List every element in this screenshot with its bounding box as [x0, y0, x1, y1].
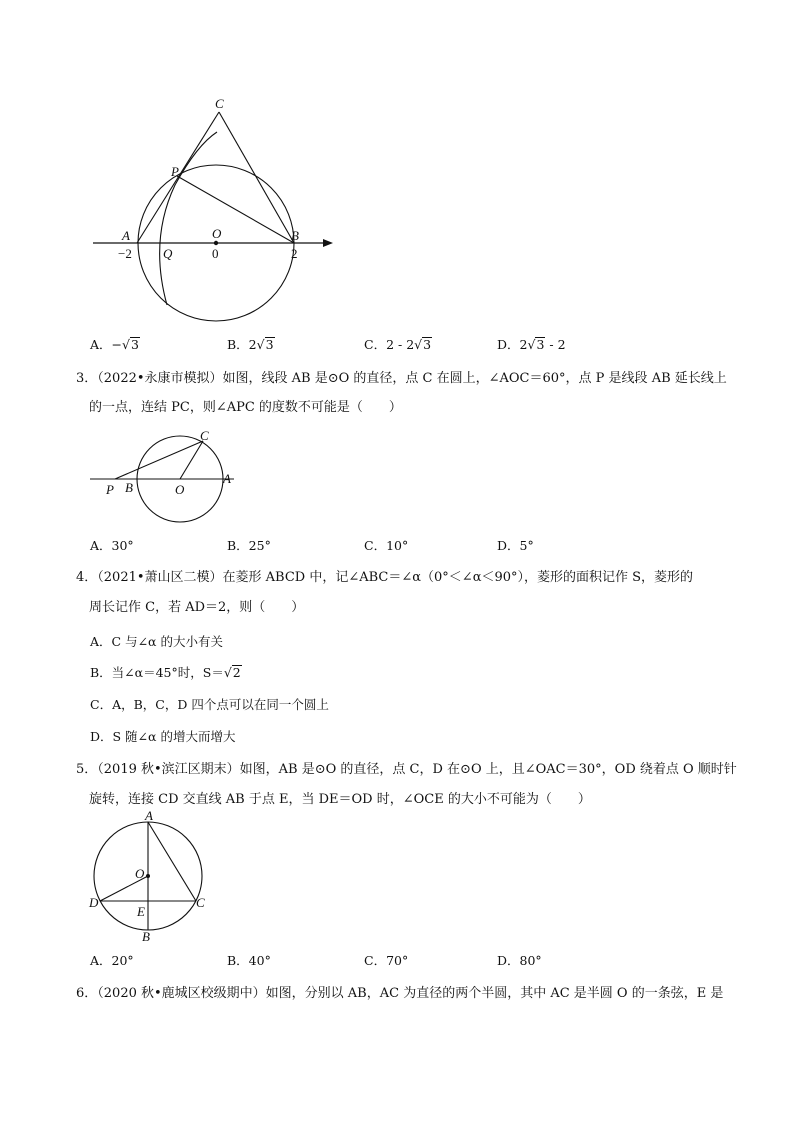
- q5-line1: 5．（2019 秋•滨江区期末）如图，AB 是⊙O 的直径，点 C，D 在⊙O 上，且∠OAC＝30°，OD 绕着点 O 顺时针: [76, 762, 737, 777]
- label-e: E: [137, 904, 145, 919]
- opt-a-radicand: 3: [130, 337, 139, 352]
- q2-figure: [85, 90, 345, 335]
- q3-option-a: A．30°: [90, 538, 134, 553]
- label-b: B: [142, 929, 150, 944]
- q5-option-c: C．70°: [364, 953, 409, 968]
- opt-b-text: B．当∠α＝45°时，S＝: [90, 665, 224, 680]
- q3-option-c: C．10°: [364, 538, 409, 553]
- opt-b-radicand: 3: [265, 337, 274, 352]
- label-p: P: [106, 482, 114, 497]
- q3-option-d: D．5°: [497, 538, 534, 553]
- label-d: D: [89, 895, 99, 910]
- q2-option-c: [364, 337, 432, 353]
- line-ac: [148, 822, 196, 901]
- label-o: O: [175, 482, 185, 497]
- q2-option-b: [227, 337, 275, 353]
- line-pb: [177, 176, 294, 243]
- label-a: A: [122, 228, 130, 243]
- line-cb: [219, 112, 294, 243]
- label-c: C: [196, 895, 205, 910]
- point-o: [214, 241, 218, 245]
- label-q: Q: [163, 246, 173, 261]
- opt-d-text: D．2: [497, 337, 528, 352]
- q3-line2: 的一点，连结 PC，则∠APC 的度数不可能是（ ）: [89, 400, 402, 415]
- opt-b-text: B．2: [227, 337, 257, 352]
- q2-option-d: [497, 337, 566, 353]
- label-o: O: [212, 226, 222, 241]
- sqrt-symbol: √: [527, 337, 536, 352]
- label-o: O: [135, 866, 145, 881]
- label-b: B: [125, 480, 133, 495]
- q3-figure: [88, 428, 248, 528]
- q4-option-b: [90, 665, 242, 681]
- opt-c-radicand: 3: [423, 337, 432, 352]
- sqrt-symbol: √: [122, 337, 130, 352]
- label-c: C: [200, 428, 209, 443]
- label-b: B: [291, 228, 299, 243]
- label-a: A: [223, 471, 231, 486]
- sqrt-symbol: √: [223, 665, 232, 680]
- q4-line1: 4．（2021•萧山区二模）在菱形 ABCD 中，记∠ABC＝∠α（0°＜∠α＜90°），菱形的面积记作 S，菱形的: [76, 570, 694, 585]
- opt-a-text: A．−: [90, 337, 123, 352]
- q4-line2: 周长记作 C，若 AD＝2，则（ ）: [89, 600, 305, 615]
- point-o: [146, 874, 150, 878]
- label-c: C: [215, 96, 224, 111]
- tick-0: 0: [212, 246, 219, 261]
- label-p: P: [171, 164, 179, 179]
- opt-b-radicand: 2: [232, 665, 241, 680]
- q5-figure: [86, 810, 216, 945]
- opt-d-radicand: 3: [536, 337, 545, 352]
- q6-line1: 6．（2020 秋•鹿城区校级期中）如图，分别以 AB，AC 为直径的两个半圆，其中 AC 是半圆 O 的一条弦，E 是: [76, 986, 724, 1001]
- sqrt-symbol: √: [414, 337, 423, 352]
- q3-option-b: B．25°: [227, 538, 271, 553]
- q5-option-a: A．20°: [90, 953, 134, 968]
- q5-option-d: D．80°: [497, 953, 542, 968]
- sqrt-symbol: √: [256, 337, 265, 352]
- q2-option-a: [90, 337, 140, 353]
- q3-line1: 3．（2022•永康市模拟）如图，线段 AB 是⊙O 的直径，点 C 在圆上，∠AOC＝60°，点 P 是线段 AB 延长线上: [76, 371, 727, 386]
- label-a: A: [145, 810, 153, 823]
- opt-d-suffix: - 2: [545, 337, 566, 352]
- tick-neg2: −2: [118, 246, 132, 261]
- q4-option-c: C．A，B，C，D 四个点可以在同一个圆上: [90, 697, 329, 712]
- q4-option-d: D．S 随∠α 的增大而增大: [90, 729, 236, 744]
- tick-2: 2: [291, 246, 298, 261]
- q5-option-b: B．40°: [227, 953, 271, 968]
- line-oc: [180, 441, 203, 479]
- q5-line2: 旋转，连接 CD 交直线 AB 于点 E，当 DE＝OD 时，∠OCE 的大小不可能为（ ）: [89, 792, 591, 807]
- q4-option-a: A．C 与∠α 的大小有关: [90, 634, 223, 649]
- number-line-arrow: [323, 239, 333, 247]
- arc-qp: [160, 132, 217, 305]
- line-pc: [115, 441, 203, 479]
- opt-c-text: C．2 - 2: [364, 337, 415, 352]
